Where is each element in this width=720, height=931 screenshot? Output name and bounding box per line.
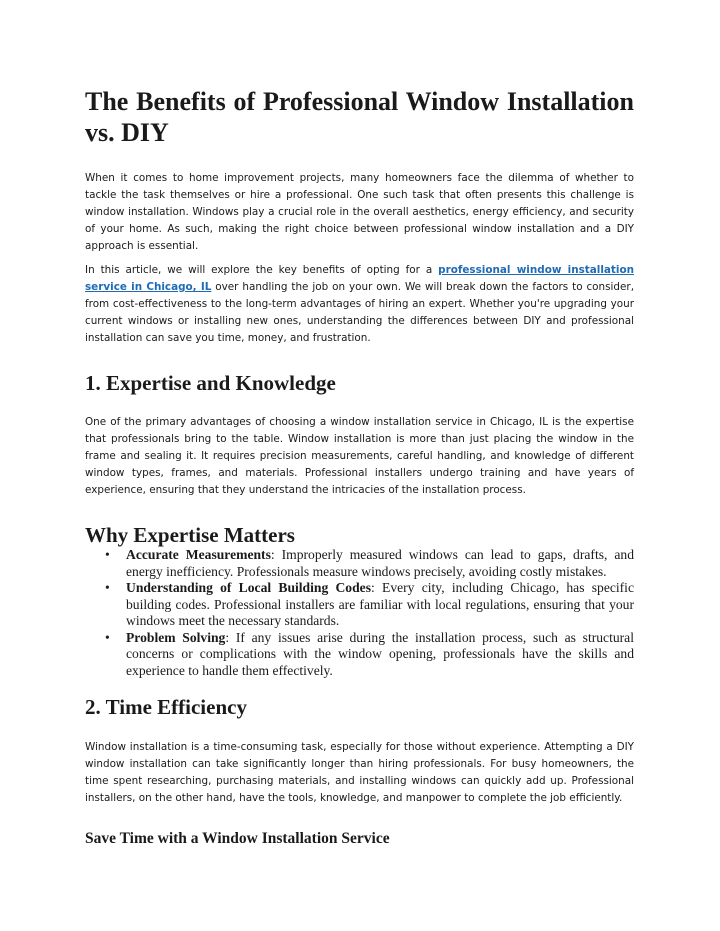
list-item-text: : Every city, including Chicago, has specific building codes. Professional installers are familiar with local regulations, ensuring that your windows meet the necessary standards. <box>126 580 634 628</box>
bullet-icon: • <box>105 547 110 562</box>
service-link[interactable]: professional window installation service in Chicago, IL <box>85 264 634 293</box>
list-item-text: : Improperly measured windows can lead to gaps, drafts, and energy inefficiency. Professionals measure windows precisely, avoiding costly mistakes. <box>126 547 634 579</box>
expertise-bullet-list <box>85 547 634 679</box>
list-item <box>105 547 634 580</box>
bullet-icon: • <box>105 580 110 595</box>
bullet-icon: • <box>105 629 110 645</box>
list-item-text: : If any issues arise during the installation process, such as structural concerns or complications with the window opening, professionals have the skills and experience to handle them effectively. <box>126 629 634 678</box>
section-heading-expertise: 1. Expertise and Knowledge <box>85 371 336 395</box>
section-heading-why-expertise: Why Expertise Matters <box>85 523 295 547</box>
intro-text-before-link: In this article, we will explore the key benefits of opting for a <box>85 264 439 276</box>
list-item <box>105 629 634 680</box>
list-item <box>105 580 634 630</box>
section-heading-time-efficiency: 2. Time Efficiency <box>85 695 247 719</box>
intro-paragraph-with-link <box>85 262 634 347</box>
list-item-term: Accurate Measurements <box>126 547 271 562</box>
list-item-term: Understanding of Local Building Codes <box>126 580 371 595</box>
intro-paragraph: When it comes to home improvement projects, many homeowners face the dilemma of whether to tackle the task themselves or hire a professional. One such task that often presents this challenge is window installation. Windows play a crucial role in the overall aesthetics, energy efficiency, and security of your home. As such, making the right choice between professional window installation and a DIY approach is essential. <box>85 172 634 252</box>
intro-text-after-link: over handling the job on your own. We will break down the factors to consider, from cost-effectiveness to the long-term advantages of hiring an expert. Whether you're upgrading your current windows or installing new ones, understanding the differences between DIY and professional installation can save you time, money, and frustration. <box>85 281 634 344</box>
page-title: The Benefits of Professional Window Installation vs. DIY <box>85 87 634 147</box>
subsection-heading-save-time: Save Time with a Window Installation Service <box>85 830 390 847</box>
time-efficiency-paragraph: Window installation is a time-consuming task, especially for those without experience. Attempting a DIY window installation can take significantly longer than hiring professionals. For busy homeowners, the time spent researching, purchasing materials, and installing windows can quickly add up. Professional installers, on the other hand, have the tools, knowledge, and manpower to complete the job efficiently. <box>85 741 634 804</box>
expertise-paragraph: One of the primary advantages of choosing a window installation service in Chicago, IL is the expertise that professionals bring to the table. Window installation is more than just placing the window in the frame and sealing it. It requires precision measurements, careful handling, and knowledge of different window types, frames, and materials. Professional installers undergo training and have years of experience, ensuring that they understand the intricacies of the installation process. <box>85 416 634 496</box>
list-item-term: Problem Solving <box>126 629 226 645</box>
